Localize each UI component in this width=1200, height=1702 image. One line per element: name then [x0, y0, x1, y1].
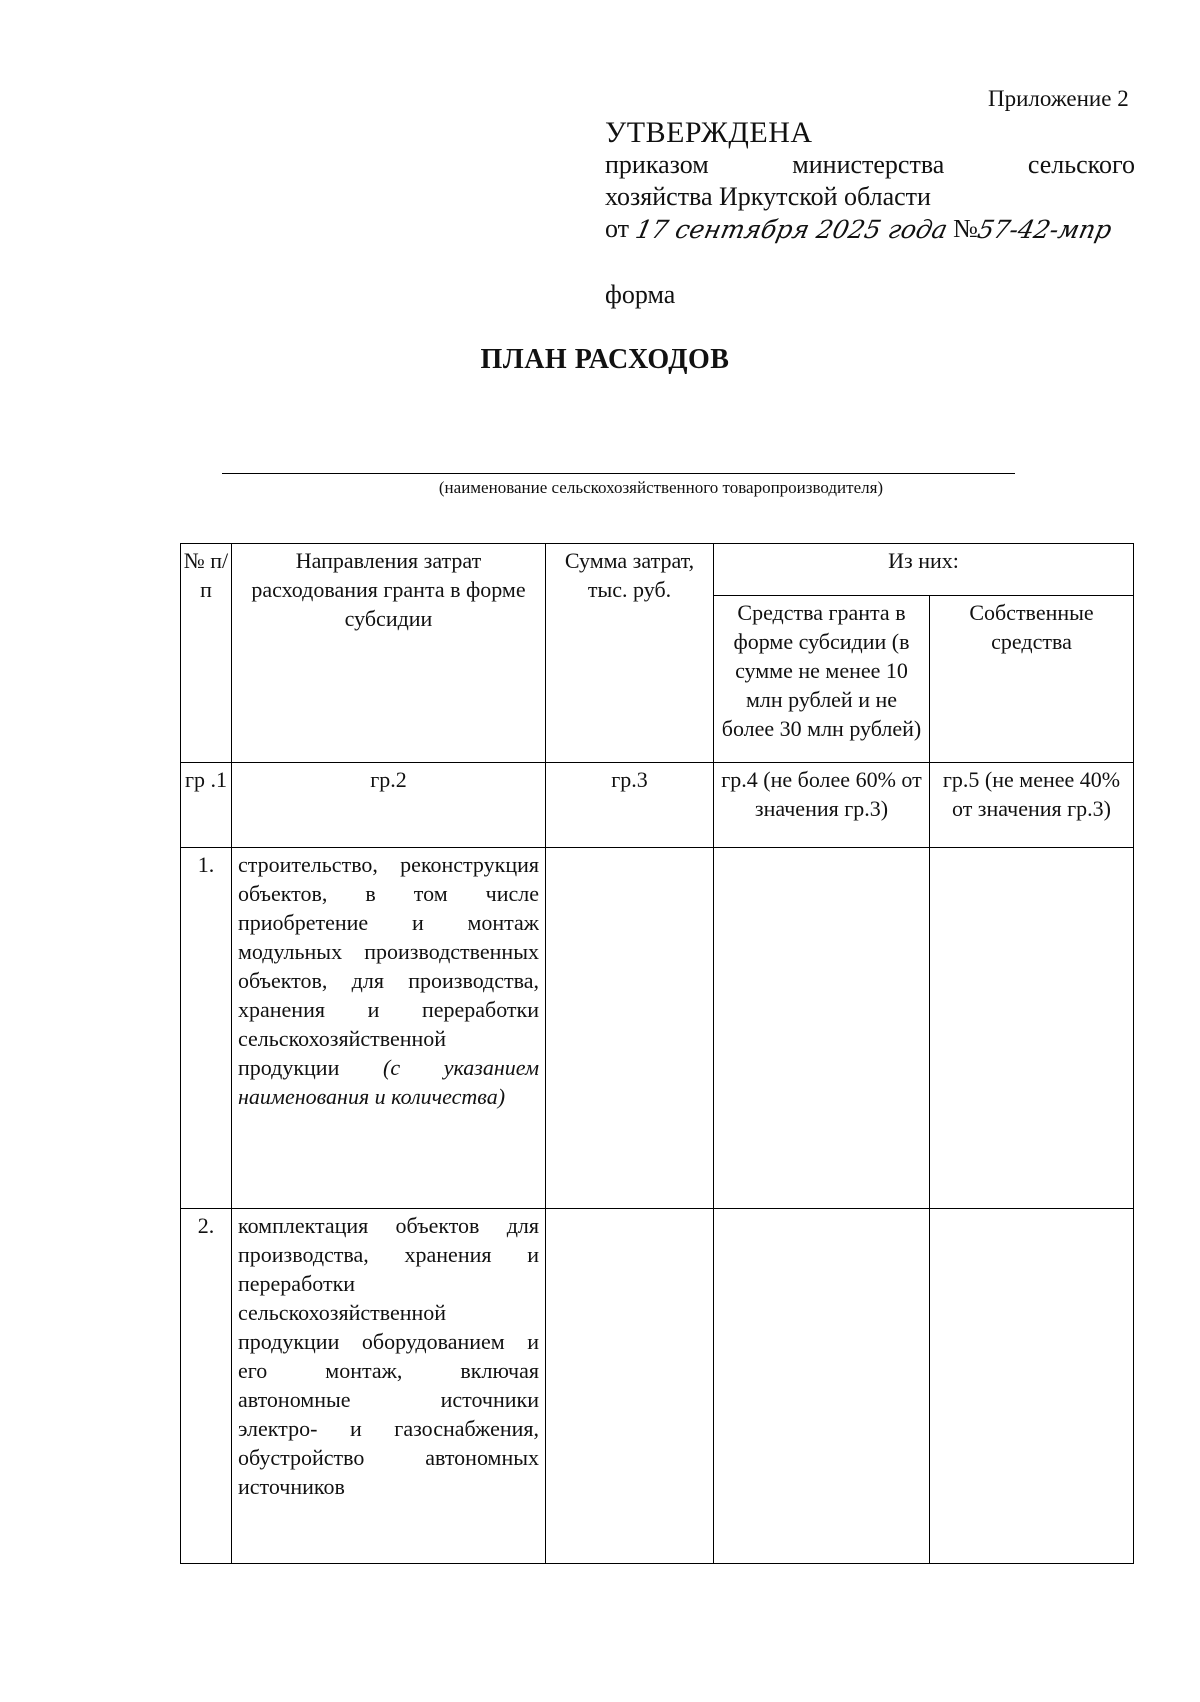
row-2-sum — [546, 1209, 714, 1564]
row-1-direction — [232, 848, 546, 1209]
expense-plan-table — [180, 543, 1134, 1564]
form-label: форма — [605, 280, 676, 309]
order-word-2: министерства — [792, 150, 945, 179]
row-2-text: комплектация объектов для производства, хранения и переработки сельскохозяйственной продукции оборудованием и его монтаж, включая автономные источники электро- и газоснабжения, обустройство автономных источников — [238, 1213, 539, 1499]
handwritten-number: 57-42-мпр — [974, 215, 1115, 244]
row-2-direction — [232, 1209, 546, 1564]
row-2-own — [930, 1209, 1134, 1564]
group-2: гр.2 — [232, 763, 546, 848]
row-1-note: (с указанием наименования и количества) — [238, 1055, 540, 1109]
number-label: № — [953, 214, 978, 243]
header-direction: Направления затрат расходования гранта в форме субсидии — [232, 544, 546, 763]
header-num: № п/п — [181, 544, 232, 763]
row-1-own — [930, 848, 1134, 1209]
group-4: гр.4 (не более 60% от значения гр.3) — [714, 763, 930, 848]
row-1-sum — [546, 848, 714, 1209]
from-label: от — [605, 214, 630, 243]
producer-name-line — [222, 473, 1015, 474]
row-1-text: строительство, реконструкция объектов, в том числе приобретение и монтаж модульных производственных объектов, для производства, хранения и переработки сельскохозяйственной продукции — [238, 852, 539, 1080]
appendix-label: Приложение 2 — [988, 86, 1129, 111]
handwritten-date: 17 сентября 2025 года — [632, 215, 950, 244]
order-word-1: приказом — [605, 150, 709, 179]
row-2-num: 2. — [181, 1209, 232, 1564]
order-line-3 — [605, 214, 1135, 244]
group-3: гр.3 — [546, 763, 714, 848]
header-own: Собственные средства — [930, 596, 1134, 763]
producer-name-caption: (наименование сельскохозяйственного товаропроизводителя) — [438, 478, 884, 497]
table-header-row — [181, 544, 1134, 596]
approved-heading: УТВЕРЖДЕНА — [605, 116, 813, 149]
page-title: ПЛАН РАСХОДОВ — [480, 344, 730, 375]
order-word-3: сельского — [1027, 150, 1135, 179]
order-line-2: хозяйства Иркутской области — [605, 182, 931, 211]
group-number-row — [181, 763, 1134, 848]
row-1-num: 1. — [181, 848, 232, 1209]
table-row — [181, 848, 1134, 1209]
group-5: гр.5 (не менее 40% от значения гр.3) — [930, 763, 1134, 848]
header-sum: Сумма затрат, тыс. руб. — [546, 544, 714, 763]
row-2-grant — [714, 1209, 930, 1564]
row-1-grant — [714, 848, 930, 1209]
order-line-1 — [605, 150, 1135, 180]
header-grant: Средства гранта в форме субсидии (в сумме не менее 10 млн рублей и не более 30 млн рублей) — [714, 596, 930, 763]
group-1: гр .1 — [181, 763, 232, 848]
header-of-them: Из них: — [714, 544, 1134, 596]
table-row — [181, 1209, 1134, 1564]
